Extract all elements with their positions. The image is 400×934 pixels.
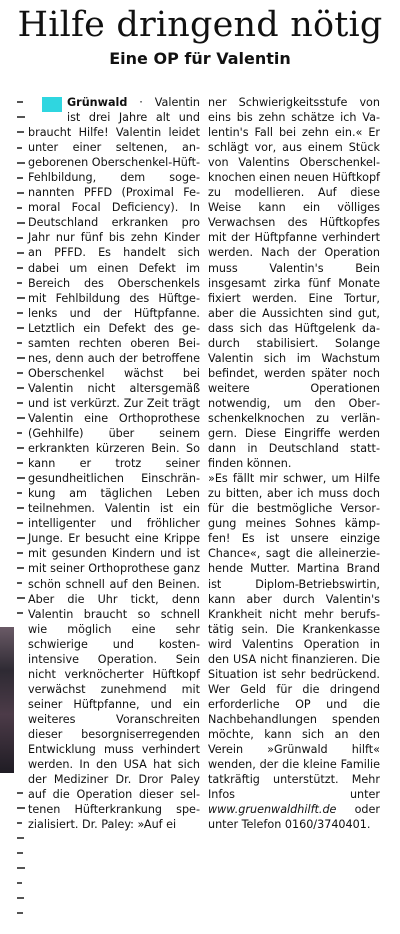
neighbor-article-edge (0, 95, 26, 933)
website-link[interactable]: www.gruenwaldhilft.de (208, 803, 337, 817)
article-column-2 (208, 95, 380, 832)
subheadline: Eine OP für Valentin (109, 49, 291, 68)
phone-text: oder unter Telefon 0160/3740401. (208, 803, 380, 832)
article-paragraph-3 (208, 471, 380, 832)
article-text-closing: »Es fällt mir schwer, um Hilfe zu bitten, aber ich muss doch für die bestmögliche Versorgung meines Sohnes kämpfen! Es ist unsere einzige Chance«, sagt die alleinerziehende Mutter. Martina Brand ist Diplom-Betriebswirtin, kann aber durch Valentin's Krankheit nicht mehr berufstätig sein. Die Krankenkasse wird Valentins Operation in den USA nicht finanzieren. Die Situation ist sehr bedrückend. Wer Geld für die dringend erforderliche OP und die Nachbehandlungen spenden möchte, kann sich an den Verein »Grünwald hilft« wenden, der die kleine Familie tatkräftig unterstützt. Mehr Infos unter (208, 472, 380, 802)
headline: Hilfe dringend nötig (17, 5, 383, 45)
neighbor-photo-edge (0, 627, 14, 773)
article-location: Grünwald (67, 96, 128, 109)
article-text-col1: · Valentin ist drei Jahre alt und braucht Hilfe! Valentin leidet unter einer seltenen, angeborenen Oberschenkel-Hüft-Fehlbildung, dem sogenannten PFFD (Proximal Femoral Focal Deficiency). In Deutschland erkranken pro Jahr nur fünf bis zehn Kinder an PFFD. Es handelt sich dabei um einen Defekt im Bereich des Oberschenkels mit Fehlbildung des Hüftgelenks und der Hüftpfanne. Letztlich ein Defekt des gesamten rechten oberen Beines, denn auch der betroffene Oberschenkel wächst bei Valentin nicht altersgemäß und ist verkürzt. Zur Zeit trägt Valentin eine Orthoprothese (Gehhilfe) über seinem erkrankten kürzeren Bein. So kann er trotz seiner gesundheitlichen Einschränkung am täglichen Leben teilnehmen. Valentin ist ein intelligenter und fröhlicher Junge. Er besucht eine Krippe mit gesunden Kindern und ist mit seiner Orthoprothese ganz schön schnell auf den Beinen. Aber die Uhr tickt, denn Valentin braucht so schnell wie möglich eine sehr schwierige und kostenintensive Operation. Sein nicht verknöcherter Hüftkopf verwächst zunehmend mit seiner Hüftpfanne, und ein weiteres Voranschreiten dieser besorgniserregenden Entwicklung muss verhindert werden. In den USA hat sich der Mediziner Dr. Dror Paley auf die Operation dieser seltenen Hüfterkrankung spezialisiert. Dr. Paley: »Auf ei (28, 96, 200, 832)
article-start-marker (42, 97, 62, 112)
article-column-1 (28, 95, 200, 832)
article-paragraph-1 (28, 95, 200, 832)
article-paragraph-2: ner Schwierigkeitsstufe von eins bis zehn schätze ich Valentin's Fall bei zehn ein.« Er schlägt vor, aus einem Stück von Valentins Oberschenkelknochen einen neuen Hüftkopf zu modellieren. Auf diese Weise kann ein völliges Verwachsen des Hüftkopfes mit der Hüftpfanne verhindert werden. Nach der Operation muss Valentin's Bein insgesamt zirka fünf Monate fixiert werden. Eine Tortur, aber die Aussichten sind gut, dass sich das Hüftgelenk dadurch stabilisiert. Solange Valentin sich im Wachstum befindet, werden später noch weitere Operationen notwendig, um den Oberschenkelknochen zu verlängern. Diese Eingriffe werden dann in Deutschland stattfinden können. (208, 96, 380, 471)
